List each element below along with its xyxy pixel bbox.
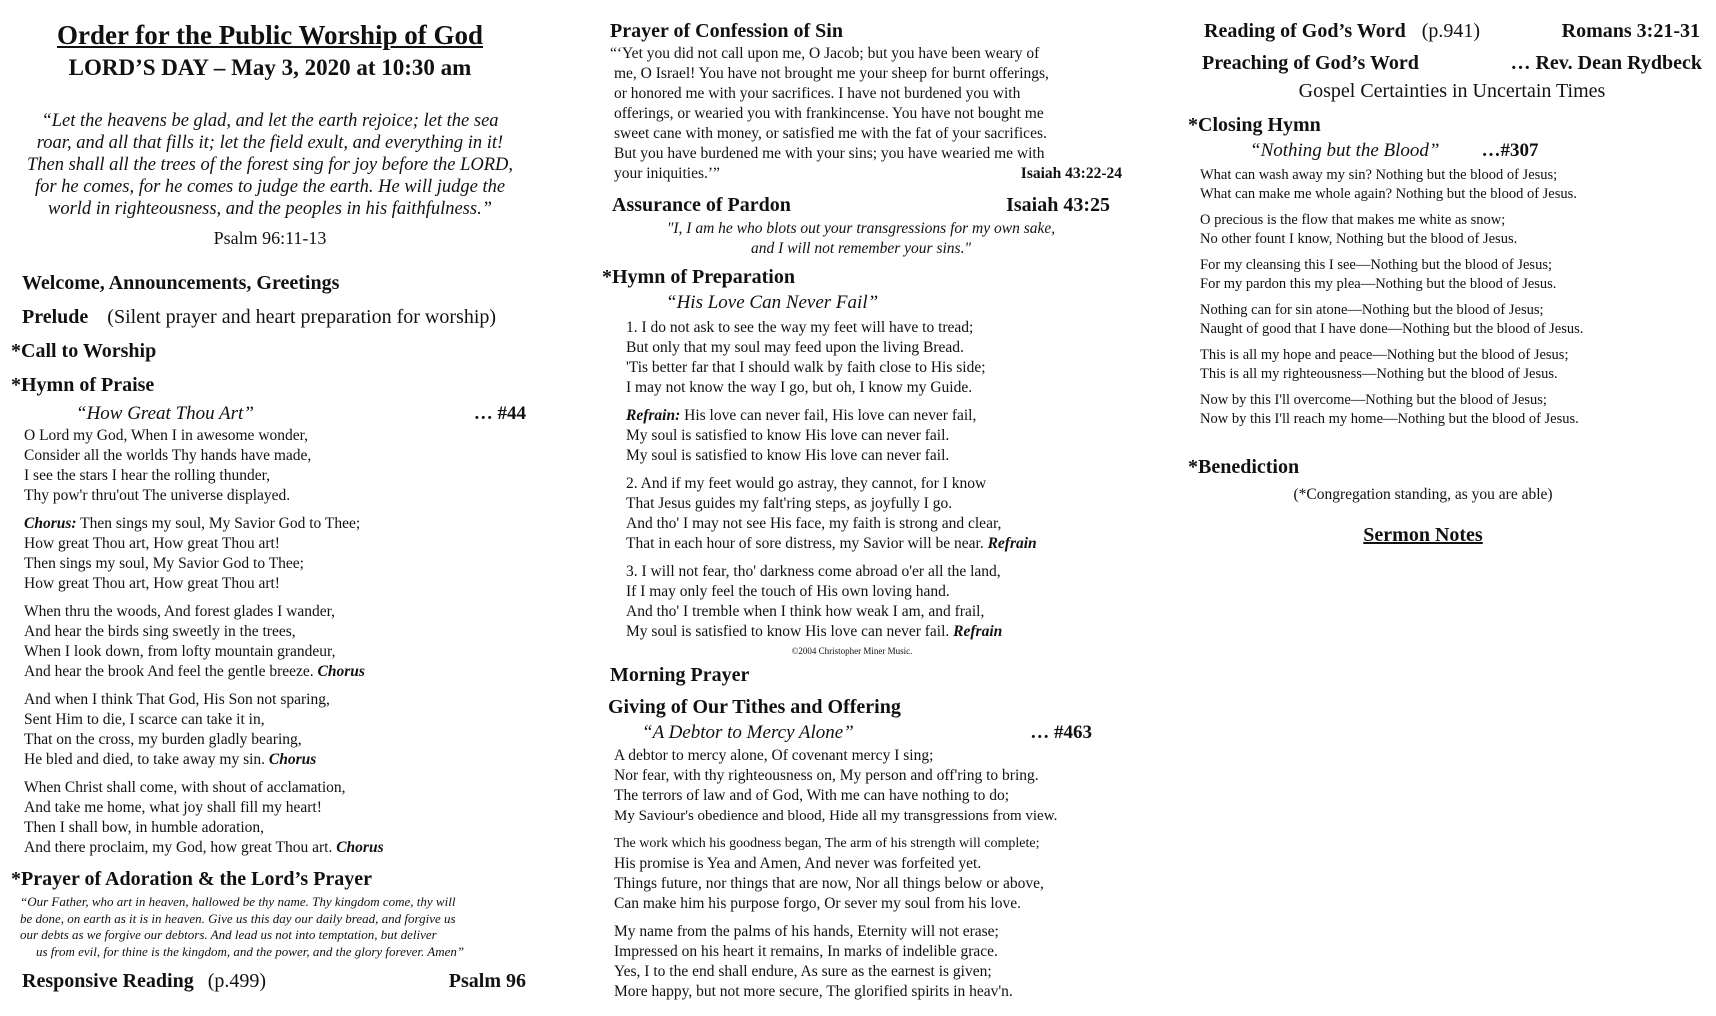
closing-hymn-heading: *Closing Hymn — [1188, 114, 1321, 136]
lyric-line: What can wash away my sin? Nothing but the blood of Jesus; — [1200, 167, 1558, 183]
reading-page: (p.941) — [1421, 20, 1481, 42]
verse — [614, 834, 1057, 914]
confession-line: me, O Israel! You have not brought me your sheep for burnt offerings, — [614, 65, 1049, 82]
lyric-text: And hear the brook And feel the gentle breeze. — [24, 663, 318, 680]
lyric-line: When Christ shall come, with shout of acclamation, — [24, 779, 346, 796]
lyric-line: And tho' I tremble when I think how weak I am, and frail, — [626, 603, 985, 620]
scripture-line: world in righteousness, and the peoples in his faithfulness.” — [47, 199, 492, 219]
confession-ref: Isaiah 43:22-24 — [1020, 165, 1122, 182]
chorus-label: Chorus: — [24, 515, 77, 532]
assurance-heading: Assurance of Pardon — [612, 194, 791, 216]
closing-title: “Nothing but the Blood” — [1250, 140, 1440, 161]
scripture-line: roar, and all that fills it; let the field exult, and everything in it! — [36, 133, 504, 153]
assurance-text — [612, 219, 1110, 259]
lyric-line — [626, 622, 1037, 642]
lyric-line: Nor fear, with thy righteousness on, My person and off'ring to bring. — [614, 767, 1039, 784]
hymn-preparation-lyrics — [626, 318, 1037, 642]
debtor-number: … #463 — [1030, 722, 1092, 743]
closing-title-row — [1250, 140, 1550, 162]
prayer-line: be done, on earth as it is in heaven. Give us this day our daily bread, and forgive us — [20, 910, 456, 926]
lyric-text: Then sings my soul, My Savior God to Thee; — [76, 515, 361, 532]
refrain-tag: Refrain — [987, 535, 1037, 552]
hymn-praise-lyrics — [24, 426, 384, 858]
assurance-ref: Isaiah 43:25 — [1006, 194, 1110, 216]
responsive-reading-page: (p.499) — [207, 970, 267, 992]
confession-heading: Prayer of Confession of Sin — [610, 20, 843, 42]
refrain-label: Refrain: — [626, 407, 681, 424]
lyric-line: A debtor to mercy alone, Of covenant mercy I sing; — [614, 747, 934, 764]
lyric-line: That Jesus guides my falt'ring steps, as joyfully I go. — [626, 495, 953, 512]
lyric-line: Can make him his purpose forgo, Or sever my soul from his love. — [614, 895, 1021, 912]
refrain — [626, 406, 1037, 466]
sermon-notes-heading: Sermon Notes — [1363, 524, 1483, 546]
lyric-line: This is all my hope and peace—Nothing but the blood of Jesus; — [1200, 347, 1569, 363]
lyric-line: But only that my soul may feed upon the living Bread. — [626, 339, 964, 356]
hymn-of-preparation-heading: *Hymn of Preparation — [602, 266, 795, 288]
hymn-praise-title: “How Great Thou Art” — [76, 403, 254, 424]
lyric-line: His promise is Yea and Amen, And never was forfeited yet. — [614, 855, 982, 872]
confession-line — [610, 164, 1122, 184]
welcome-heading: Welcome, Announcements, Greetings — [22, 272, 340, 294]
verse — [24, 778, 384, 858]
hymn-praise-number: … #44 — [473, 403, 526, 424]
verse — [614, 922, 1057, 1002]
hymn-preparation-title: “His Love Can Never Fail” — [666, 292, 879, 313]
lyric-line — [24, 662, 384, 682]
lyric-line: This is all my righteousness—Nothing but the blood of Jesus. — [1200, 365, 1558, 382]
responsive-reading-label: Responsive Reading — [22, 970, 194, 992]
hymn-praise-title-row — [76, 403, 526, 425]
lyric-line: My name from the palms of his hands, Eternity will not erase; — [614, 923, 999, 940]
reading-row — [1204, 20, 1700, 43]
call-to-worship-heading: *Call to Worship — [11, 340, 157, 362]
scripture-line: Then shall all the trees of the forest sing for joy before the LORD, — [26, 155, 514, 175]
stanza — [1200, 166, 1583, 203]
reading-ref: Romans 3:21-31 — [1561, 20, 1700, 42]
benediction-heading: *Benediction — [1188, 456, 1300, 478]
lyric-line: 1. I do not ask to see the way my feet will have to tread; — [626, 319, 974, 336]
lyric-line: Sent Him to die, I scarce can take it in, — [24, 711, 265, 728]
lyric-line — [626, 406, 1037, 426]
preaching-row — [1202, 52, 1702, 75]
lyric-line: My soul is satisfied to know His love can never fail. — [626, 447, 950, 464]
responsive-reading-ref: Psalm 96 — [448, 970, 526, 992]
morning-prayer-heading: Morning Prayer — [610, 664, 750, 686]
closing-number: …#307 — [1481, 140, 1539, 161]
lyric-line: More happy, but not more secure, The glorified spirits in heav'n. — [614, 983, 1013, 1000]
lyric-line: Thy pow'r thru'out The universe displayed. — [24, 487, 291, 504]
lyric-line: Nothing can for sin atone—Nothing but the blood of Jesus; — [1200, 302, 1544, 318]
confession-line: sweet cane with money, or satisfied me with the fat of your sacrifices. — [614, 125, 1047, 142]
lords-prayer — [20, 894, 464, 960]
prelude-row — [22, 306, 496, 329]
stanza — [1200, 301, 1583, 338]
confession-last: your iniquities.’” — [614, 165, 720, 182]
verse — [614, 746, 1057, 826]
lyric-text: My soul is satisfied to know His love can never fail. — [626, 623, 954, 640]
lyric-line: And hear the birds sing sweetly in the trees, — [24, 623, 296, 640]
chorus-tag: Chorus — [317, 663, 365, 680]
lyric-line: And when I think That God, His Son not sparing, — [24, 691, 330, 708]
lyric-line: Now by this I'll overcome—Nothing but the blood of Jesus; — [1200, 392, 1547, 408]
lyric-line: 'Tis better far that I should walk by faith close to His side; — [626, 359, 986, 376]
debtor-title: “A Debtor to Mercy Alone” — [642, 722, 854, 743]
lyric-line: I see the stars I hear the rolling thunder, — [24, 467, 271, 484]
closing-lyrics — [1200, 166, 1583, 428]
lyric-line: The work which his goodness began, The arm of his strength will complete; — [614, 836, 1040, 851]
hymn-of-praise-heading: *Hymn of Praise — [11, 374, 155, 396]
lyric-line: I may not know the way I go, but oh, I know my Guide. — [626, 379, 973, 396]
hymn-copyright: ©2004 Christopher Miner Music. — [791, 646, 913, 656]
lyric-line: And tho' I may not see His face, my faith is strong and clear, — [626, 515, 1002, 532]
lyric-text: And there proclaim, my God, how great Thou art. — [24, 839, 337, 856]
assurance-line: and I will not remember your sins." — [751, 240, 971, 257]
scripture-line: for he comes, for he comes to judge the earth. He will judge the — [34, 177, 506, 197]
lyric-line: Yes, I to the end shall endure, As sure as the earnest is given; — [614, 963, 992, 980]
verse — [24, 602, 384, 682]
verse — [626, 562, 1037, 642]
debtor-title-row — [642, 722, 1092, 744]
lyric-line — [24, 514, 384, 534]
verse — [24, 426, 384, 506]
lyric-line: My soul is satisfied to know His love can never fail. — [626, 427, 950, 444]
stanza — [1200, 391, 1583, 428]
lyric-line: What can make me whole again? Nothing but the blood of Jesus. — [1200, 185, 1577, 202]
assurance-line: "I, I am he who blots out your transgressions for my own sake, — [666, 220, 1056, 237]
lyric-text: He bled and died, to take away my sin. — [24, 751, 269, 768]
prayer-line: “Our Father, who art in heaven, hallowed be thy name. Thy kingdom come, thy will — [20, 894, 456, 909]
prayer-line: our debts as we forgive our debtors. And lead us not into temptation, but deliver — [20, 927, 437, 942]
lyric-line: If I may only feel the touch of His own loving hand. — [626, 583, 950, 600]
reading-label: Reading of God’s Word — [1204, 20, 1406, 42]
lyric-line: Then I shall bow, in humble adoration, — [24, 819, 265, 836]
giving-heading: Giving of Our Tithes and Offering — [608, 696, 901, 718]
lyric-text: His love can never fail, His love can never fail, — [680, 407, 977, 424]
lyric-line: Impressed on his heart it remains, In marks of indelible grace. — [614, 943, 998, 960]
lyric-line: How great Thou art, How great Thou art! — [24, 535, 280, 552]
prayer-line: us from evil, for thine is the kingdom, and the power, and the glory forever. Amen” — [36, 943, 465, 959]
stanza — [1200, 256, 1583, 293]
assurance-row — [612, 194, 1110, 217]
debtor-lyrics — [614, 746, 1057, 1002]
lyric-line: That on the cross, my burden gladly bearing, — [24, 731, 302, 748]
lyric-line: Then sings my soul, My Savior God to Thee; — [24, 555, 304, 572]
verse — [24, 690, 384, 770]
chorus-tag: Chorus — [336, 839, 384, 856]
verse — [626, 318, 1037, 398]
lyric-line: My Saviour's obedience and blood, Hide all my transgressions from view. — [614, 808, 1058, 824]
lyric-line: 3. I will not fear, tho' darkness come abroad o'er all the land, — [626, 563, 1001, 580]
service-date: LORD’S DAY – May 3, 2020 at 10:30 am — [68, 55, 472, 80]
confession-line: But you have burdened me with your sins; you have wearied me with — [614, 145, 1045, 162]
lyric-line: The terrors of law and of God, With me can have nothing to do; — [614, 787, 1010, 804]
lyric-line: Naught of good that I have done—Nothing but the blood of Jesus. — [1200, 320, 1584, 337]
standing-note: (*Congregation standing, as you are able) — [1293, 486, 1553, 503]
lyric-line: O Lord my God, When I in awesome wonder, — [24, 427, 309, 444]
lyric-line: When I look down, from lofty mountain grandeur, — [24, 643, 336, 660]
stanza — [1200, 211, 1583, 248]
lyric-line — [626, 534, 1037, 554]
confession-text — [610, 44, 1122, 184]
lyric-line: When thru the woods, And forest glades I wander, — [24, 603, 336, 620]
lyric-line: No other fount I know, Nothing but the blood of Jesus. — [1200, 230, 1518, 247]
lyric-line: Now by this I'll reach my home—Nothing but the blood of Jesus. — [1200, 410, 1579, 427]
lyric-line — [24, 750, 384, 770]
chorus — [24, 514, 384, 594]
adoration-heading: *Prayer of Adoration & the Lord’s Prayer — [11, 868, 373, 890]
preacher-name: … Rev. Dean Rydbeck — [1510, 52, 1702, 74]
confession-line: offerings, or wearied you with frankincense. You have not bought me — [614, 105, 1044, 122]
scripture-line: “Let the heavens be glad, and let the earth rejoice; let the sea — [41, 111, 499, 131]
sermon-title: Gospel Certainties in Uncertain Times — [1298, 80, 1606, 102]
lyric-line: Consider all the worlds Thy hands have made, — [24, 447, 312, 464]
prelude-note: (Silent prayer and heart preparation for worship) — [107, 306, 497, 328]
refrain-tag: Refrain — [953, 623, 1003, 640]
lyric-line: How great Thou art, How great Thou art! — [24, 575, 280, 592]
prelude-label: Prelude — [22, 306, 89, 328]
lyric-line: For my cleansing this I see—Nothing but the blood of Jesus; — [1200, 257, 1552, 273]
confession-line: “‘Yet you did not call upon me, O Jacob; but you have been weary of — [610, 45, 1040, 62]
lyric-line — [24, 838, 384, 858]
lyric-line: 2. And if my feet would go astray, they cannot, for I know — [626, 475, 987, 492]
verse — [626, 474, 1037, 554]
opening-scripture — [0, 110, 540, 249]
confession-line: or honored me with your sacrifices. I have not burdened you with — [614, 85, 1021, 102]
scripture-reference: Psalm 96:11-13 — [213, 228, 327, 248]
lyric-line: O precious is the flow that makes me white as snow; — [1200, 212, 1506, 228]
chorus-tag: Chorus — [268, 751, 317, 768]
responsive-reading-row — [22, 970, 526, 993]
preaching-label: Preaching of God’s Word — [1202, 52, 1419, 74]
stanza — [1200, 346, 1583, 383]
page-title: Order for the Public Worship of God — [56, 20, 484, 50]
lyric-line: Things future, nor things that are now, Nor all things below or above, — [614, 875, 1044, 892]
lyric-line: For my pardon this my plea—Nothing but the blood of Jesus. — [1200, 275, 1557, 292]
lyric-text: That in each hour of sore distress, my Savior will be near. — [626, 535, 988, 552]
lyric-line: And take me home, what joy shall fill my heart! — [24, 799, 322, 816]
